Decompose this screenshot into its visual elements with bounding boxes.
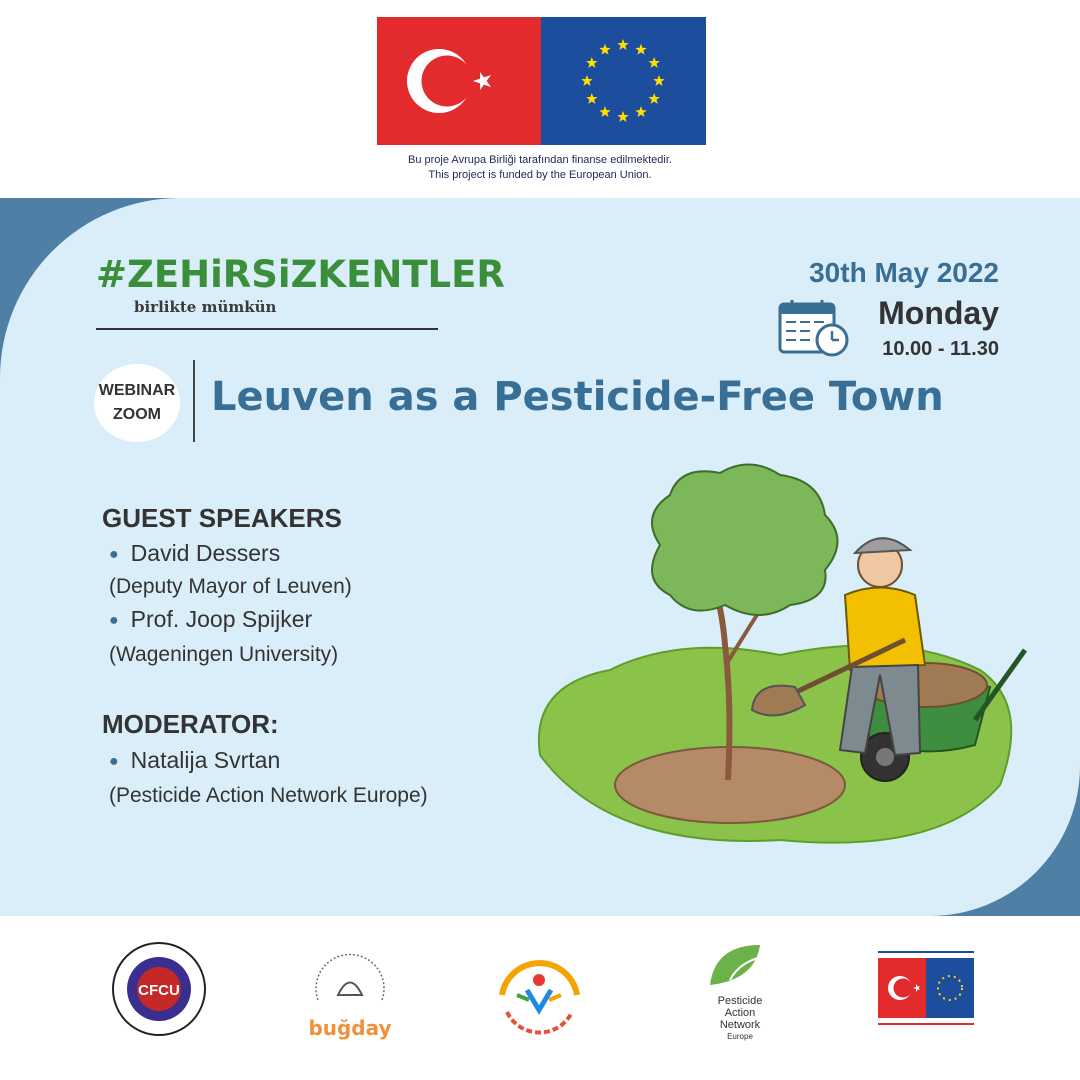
civil-society-dialogue-logo [487, 940, 592, 1040]
speaker-1-affiliation: (Deputy Mayor of Leuven) [109, 575, 352, 598]
cfcu-text: CFCU [138, 982, 180, 999]
funding-text-tr: Bu proje Avrupa Birliği tarafından finanse edilmektedir. [408, 154, 672, 166]
speaker-name: David Dessers [130, 540, 281, 566]
eu-star-icon [648, 93, 659, 104]
pan-line1: Pesticide [717, 995, 763, 1007]
pan-line3: Network [719, 1019, 761, 1031]
moderator-name: Natalija Svrtan [130, 747, 281, 773]
eu-star-icon [648, 57, 659, 68]
speaker-name: Prof. Joop Spijker [130, 606, 313, 632]
event-time: 10.00 - 11.30 [882, 338, 999, 360]
calendar-clock-icon [778, 298, 850, 358]
eu-star-icon [635, 106, 646, 117]
eu-star-icon [586, 57, 597, 68]
speaker-2 [109, 606, 312, 633]
eu-star-icon [635, 44, 646, 55]
webinar-badge [94, 364, 180, 442]
bullet-icon: ● [109, 752, 119, 770]
divider [96, 328, 438, 330]
campaign-hashtag: #ZEHiRSiZKENTLER [96, 253, 505, 296]
bullet-icon: ● [109, 611, 119, 629]
eu-star-icon [581, 75, 592, 86]
pan-line2: Action [724, 1007, 756, 1019]
guest-speakers-heading: GUEST SPEAKERS [102, 503, 342, 533]
pan-europe-logo [700, 940, 780, 1040]
eu-star-icon [586, 93, 597, 104]
event-date: 30th May 2022 [809, 257, 999, 288]
speaker-2-affiliation: (Wageningen University) [109, 643, 339, 666]
eu-star-icon [599, 106, 610, 117]
title-divider [193, 360, 195, 442]
format-webinar: WEBINAR [98, 382, 176, 399]
event-title: Leuven as a Pesticide-Free Town [211, 374, 944, 420]
turkey-flag-icon [377, 17, 541, 145]
moderator-1-affiliation: (Pesticide Action Network Europe) [109, 784, 428, 807]
eu-star-icon [617, 39, 628, 50]
moderator-1 [109, 747, 280, 774]
tree-planting-illustration [520, 455, 1040, 855]
speaker-1 [109, 540, 280, 567]
bugday-text: buğday [308, 1016, 392, 1040]
format-zoom: ZOOM [113, 406, 161, 423]
pan-line4: Europe [727, 1032, 753, 1041]
bugday-logo [300, 940, 400, 1040]
eu-star-icon [599, 44, 610, 55]
funding-text-en: This project is funded by the European Union. [428, 169, 652, 181]
cfcu-logo [110, 940, 208, 1040]
eu-flag-icon [541, 17, 706, 145]
event-day: Monday [878, 295, 999, 331]
moderator-heading: MODERATOR: [102, 709, 279, 739]
eu-star-icon [653, 75, 664, 86]
eu-star-icon [617, 111, 628, 122]
bullet-icon: ● [109, 545, 119, 563]
flags [377, 17, 706, 145]
ministry-eu-affairs-logo [878, 940, 974, 1040]
campaign-slogan: birlikte mümkün [134, 298, 277, 316]
